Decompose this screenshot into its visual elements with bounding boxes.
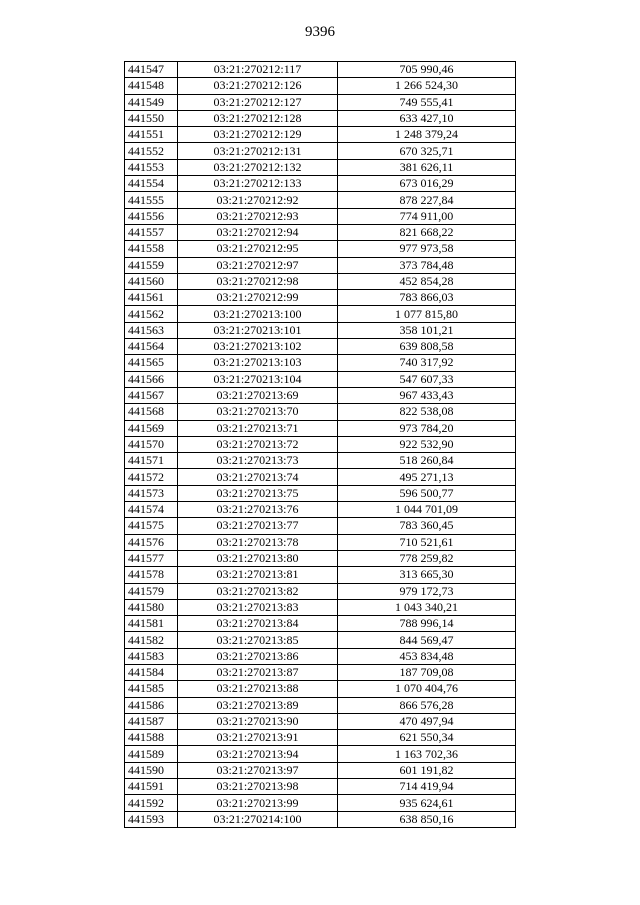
cadastral-number-cell: 03:21:270213:74 <box>178 469 338 485</box>
cadastral-number-cell: 03:21:270213:81 <box>178 567 338 583</box>
table-row <box>125 273 516 289</box>
value-cell: 673 016,29 <box>338 176 516 192</box>
cadastral-number-cell: 03:21:270213:94 <box>178 746 338 762</box>
cadastral-number-cell: 03:21:270212:133 <box>178 176 338 192</box>
row-number-cell: 441549 <box>125 94 178 110</box>
table-row <box>125 616 516 632</box>
value-cell: 547 607,33 <box>338 371 516 387</box>
row-number-cell: 441588 <box>125 730 178 746</box>
cadastral-number-cell: 03:21:270213:88 <box>178 681 338 697</box>
table-row <box>125 224 516 240</box>
table-row <box>125 192 516 208</box>
table-row <box>125 290 516 306</box>
row-number-cell: 441563 <box>125 322 178 338</box>
value-cell: 935 624,61 <box>338 795 516 811</box>
value-cell: 381 626,11 <box>338 159 516 175</box>
value-cell: 639 808,58 <box>338 339 516 355</box>
value-cell: 1 070 404,76 <box>338 681 516 697</box>
cadastral-number-cell: 03:21:270213:98 <box>178 779 338 795</box>
value-cell: 710 521,61 <box>338 534 516 550</box>
row-number-cell: 441571 <box>125 453 178 469</box>
value-cell: 844 569,47 <box>338 632 516 648</box>
row-number-cell: 441564 <box>125 339 178 355</box>
row-number-cell: 441552 <box>125 143 178 159</box>
row-number-cell: 441550 <box>125 110 178 126</box>
table-row <box>125 159 516 175</box>
cadastral-number-cell: 03:21:270212:129 <box>178 127 338 143</box>
row-number-cell: 441592 <box>125 795 178 811</box>
table-row <box>125 485 516 501</box>
table-row <box>125 730 516 746</box>
table-row <box>125 779 516 795</box>
value-cell: 866 576,28 <box>338 697 516 713</box>
row-number-cell: 441589 <box>125 746 178 762</box>
table-row <box>125 257 516 273</box>
value-cell: 518 260,84 <box>338 453 516 469</box>
value-cell: 878 227,84 <box>338 192 516 208</box>
value-cell: 822 538,08 <box>338 404 516 420</box>
row-number-cell: 441555 <box>125 192 178 208</box>
table-row <box>125 648 516 664</box>
value-cell: 670 325,71 <box>338 143 516 159</box>
table-row <box>125 241 516 257</box>
cadastral-number-cell: 03:21:270212:132 <box>178 159 338 175</box>
value-cell: 778 259,82 <box>338 550 516 566</box>
value-cell: 1 043 340,21 <box>338 599 516 615</box>
cadastral-number-cell: 03:21:270212:117 <box>178 62 338 78</box>
page-number: 9396 <box>305 24 335 40</box>
value-cell: 967 433,43 <box>338 387 516 403</box>
row-number-cell: 441585 <box>125 681 178 697</box>
table-row <box>125 746 516 762</box>
cadastral-number-cell: 03:21:270213:100 <box>178 306 338 322</box>
cadastral-number-cell: 03:21:270213:76 <box>178 502 338 518</box>
row-number-cell: 441577 <box>125 550 178 566</box>
row-number-cell: 441575 <box>125 518 178 534</box>
cadastral-number-cell: 03:21:270212:92 <box>178 192 338 208</box>
row-number-cell: 441583 <box>125 648 178 664</box>
row-number-cell: 441573 <box>125 485 178 501</box>
table-row <box>125 208 516 224</box>
table-row <box>125 681 516 697</box>
cadastral-number-cell: 03:21:270213:78 <box>178 534 338 550</box>
value-cell: 714 419,94 <box>338 779 516 795</box>
cadastral-number-cell: 03:21:270213:84 <box>178 616 338 632</box>
value-cell: 977 973,58 <box>338 241 516 257</box>
row-number-cell: 441559 <box>125 257 178 273</box>
cadastral-number-cell: 03:21:270213:86 <box>178 648 338 664</box>
table-row <box>125 599 516 615</box>
table-row <box>125 583 516 599</box>
table-row <box>125 127 516 143</box>
cadastral-number-cell: 03:21:270213:69 <box>178 387 338 403</box>
cadastral-number-cell: 03:21:270213:70 <box>178 404 338 420</box>
value-cell: 495 271,13 <box>338 469 516 485</box>
table-row <box>125 143 516 159</box>
value-cell: 470 497,94 <box>338 713 516 729</box>
table-row <box>125 78 516 94</box>
table-row <box>125 62 516 78</box>
row-number-cell: 441590 <box>125 762 178 778</box>
row-number-cell: 441560 <box>125 273 178 289</box>
table-row <box>125 436 516 452</box>
table-row <box>125 387 516 403</box>
value-cell: 1 077 815,80 <box>338 306 516 322</box>
cadastral-number-cell: 03:21:270212:128 <box>178 110 338 126</box>
value-cell: 313 665,30 <box>338 567 516 583</box>
value-cell: 749 555,41 <box>338 94 516 110</box>
value-cell: 1 248 379,24 <box>338 127 516 143</box>
value-cell: 1 163 702,36 <box>338 746 516 762</box>
row-number-cell: 441569 <box>125 420 178 436</box>
data-table <box>124 61 516 828</box>
cadastral-number-cell: 03:21:270213:87 <box>178 664 338 680</box>
row-number-cell: 441591 <box>125 779 178 795</box>
value-cell: 783 866,03 <box>338 290 516 306</box>
table-row <box>125 306 516 322</box>
row-number-cell: 441551 <box>125 127 178 143</box>
value-cell: 1 266 524,30 <box>338 78 516 94</box>
cadastral-number-cell: 03:21:270213:72 <box>178 436 338 452</box>
row-number-cell: 441582 <box>125 632 178 648</box>
row-number-cell: 441548 <box>125 78 178 94</box>
cadastral-number-cell: 03:21:270212:131 <box>178 143 338 159</box>
row-number-cell: 441586 <box>125 697 178 713</box>
row-number-cell: 441567 <box>125 387 178 403</box>
table-row <box>125 567 516 583</box>
table-row <box>125 762 516 778</box>
value-cell: 621 550,34 <box>338 730 516 746</box>
table-row <box>125 371 516 387</box>
cadastral-number-cell: 03:21:270212:126 <box>178 78 338 94</box>
value-cell: 596 500,77 <box>338 485 516 501</box>
table-row <box>125 339 516 355</box>
table-row <box>125 518 516 534</box>
cadastral-number-cell: 03:21:270213:71 <box>178 420 338 436</box>
value-cell: 740 317,92 <box>338 355 516 371</box>
row-number-cell: 441568 <box>125 404 178 420</box>
table-row <box>125 534 516 550</box>
table-row <box>125 795 516 811</box>
cadastral-number-cell: 03:21:270213:91 <box>178 730 338 746</box>
value-cell: 358 101,21 <box>338 322 516 338</box>
cadastral-number-cell: 03:21:270212:93 <box>178 208 338 224</box>
table-row <box>125 176 516 192</box>
cadastral-number-cell: 03:21:270212:127 <box>178 94 338 110</box>
table-row <box>125 94 516 110</box>
cadastral-number-cell: 03:21:270213:103 <box>178 355 338 371</box>
value-cell: 979 172,73 <box>338 583 516 599</box>
row-number-cell: 441593 <box>125 811 178 827</box>
cadastral-number-cell: 03:21:270213:75 <box>178 485 338 501</box>
table-row <box>125 469 516 485</box>
value-cell: 973 784,20 <box>338 420 516 436</box>
row-number-cell: 441561 <box>125 290 178 306</box>
value-cell: 821 668,22 <box>338 224 516 240</box>
cadastral-number-cell: 03:21:270213:89 <box>178 697 338 713</box>
row-number-cell: 441570 <box>125 436 178 452</box>
value-cell: 452 854,28 <box>338 273 516 289</box>
row-number-cell: 441556 <box>125 208 178 224</box>
value-cell: 453 834,48 <box>338 648 516 664</box>
row-number-cell: 441547 <box>125 62 178 78</box>
row-number-cell: 441578 <box>125 567 178 583</box>
table-row <box>125 322 516 338</box>
cadastral-number-cell: 03:21:270213:85 <box>178 632 338 648</box>
cadastral-number-cell: 03:21:270212:99 <box>178 290 338 306</box>
table-row <box>125 420 516 436</box>
table-row <box>125 632 516 648</box>
table-row <box>125 355 516 371</box>
cadastral-number-cell: 03:21:270213:77 <box>178 518 338 534</box>
row-number-cell: 441562 <box>125 306 178 322</box>
table-row <box>125 550 516 566</box>
table-row <box>125 664 516 680</box>
table-row <box>125 811 516 827</box>
row-number-cell: 441566 <box>125 371 178 387</box>
row-number-cell: 441553 <box>125 159 178 175</box>
value-cell: 788 996,14 <box>338 616 516 632</box>
cadastral-number-cell: 03:21:270212:97 <box>178 257 338 273</box>
row-number-cell: 441584 <box>125 664 178 680</box>
cadastral-number-cell: 03:21:270213:82 <box>178 583 338 599</box>
cadastral-number-cell: 03:21:270213:101 <box>178 322 338 338</box>
value-cell: 922 532,90 <box>338 436 516 452</box>
row-number-cell: 441558 <box>125 241 178 257</box>
value-cell: 774 911,00 <box>338 208 516 224</box>
cadastral-number-cell: 03:21:270212:98 <box>178 273 338 289</box>
cadastral-number-cell: 03:21:270213:97 <box>178 762 338 778</box>
table-row <box>125 453 516 469</box>
row-number-cell: 441557 <box>125 224 178 240</box>
value-cell: 705 990,46 <box>338 62 516 78</box>
value-cell: 633 427,10 <box>338 110 516 126</box>
value-cell: 187 709,08 <box>338 664 516 680</box>
cadastral-number-cell: 03:21:270212:94 <box>178 224 338 240</box>
row-number-cell: 441565 <box>125 355 178 371</box>
value-cell: 1 044 701,09 <box>338 502 516 518</box>
row-number-cell: 441580 <box>125 599 178 615</box>
table-row <box>125 404 516 420</box>
table-row <box>125 697 516 713</box>
value-cell: 373 784,48 <box>338 257 516 273</box>
cadastral-number-cell: 03:21:270213:99 <box>178 795 338 811</box>
cadastral-number-cell: 03:21:270213:90 <box>178 713 338 729</box>
value-cell: 783 360,45 <box>338 518 516 534</box>
table-row <box>125 502 516 518</box>
row-number-cell: 441587 <box>125 713 178 729</box>
row-number-cell: 441579 <box>125 583 178 599</box>
row-number-cell: 441576 <box>125 534 178 550</box>
row-number-cell: 441574 <box>125 502 178 518</box>
row-number-cell: 441581 <box>125 616 178 632</box>
cadastral-number-cell: 03:21:270213:83 <box>178 599 338 615</box>
cadastral-number-cell: 03:21:270213:104 <box>178 371 338 387</box>
cadastral-number-cell: 03:21:270213:102 <box>178 339 338 355</box>
cadastral-number-cell: 03:21:270213:80 <box>178 550 338 566</box>
row-number-cell: 441554 <box>125 176 178 192</box>
table-body <box>125 62 516 828</box>
value-cell: 638 850,16 <box>338 811 516 827</box>
row-number-cell: 441572 <box>125 469 178 485</box>
cadastral-number-cell: 03:21:270212:95 <box>178 241 338 257</box>
table-row <box>125 110 516 126</box>
cadastral-number-cell: 03:21:270213:73 <box>178 453 338 469</box>
value-cell: 601 191,82 <box>338 762 516 778</box>
cadastral-number-cell: 03:21:270214:100 <box>178 811 338 827</box>
table-row <box>125 713 516 729</box>
